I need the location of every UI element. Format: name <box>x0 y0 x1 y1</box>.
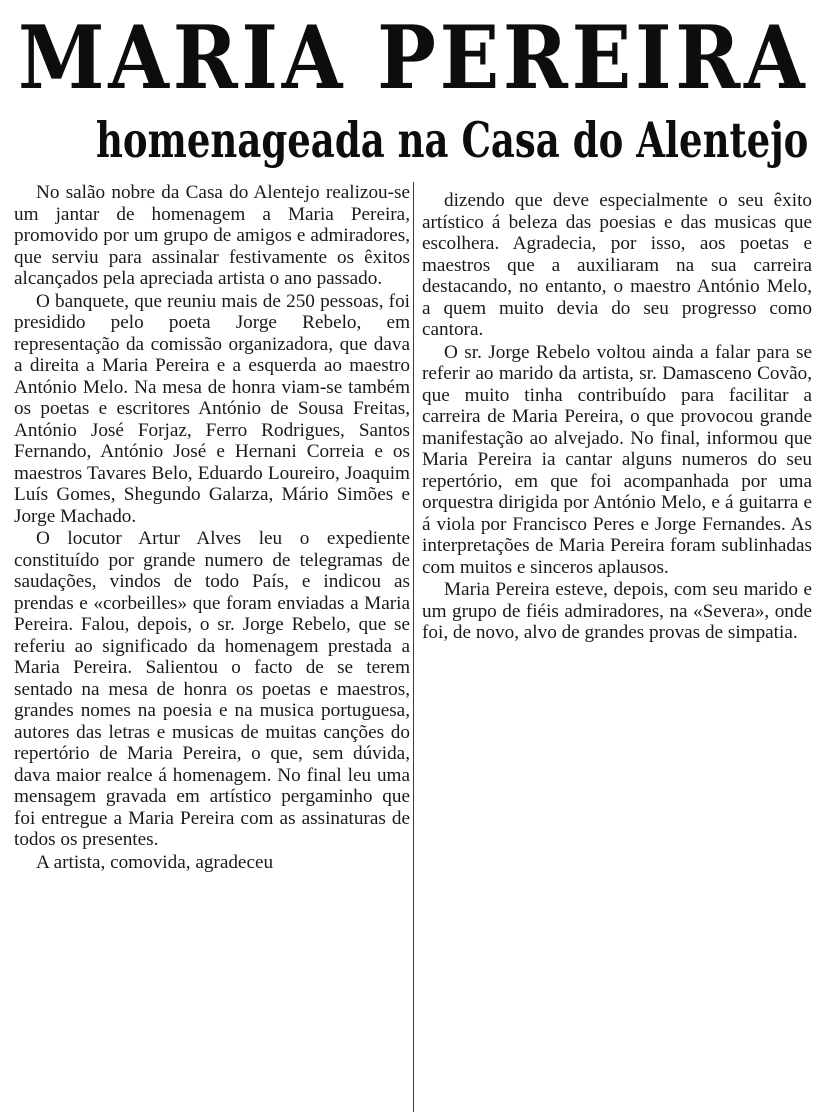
headline: MARIA PEREIRA <box>18 5 809 109</box>
column-divider <box>413 182 414 1112</box>
paragraph: O sr. Jorge Rebelo voltou ainda a falar para se referir ao marido da artista, sr. Damasceno Covão, que muito tinha contribuído para facilitar a carreira de Maria Pereira, o que provocou grande manifestação ao alvejado. No final, informou que Maria Pereira ia cantar alguns numeros do seu repertório, em que foi acompanhada por uma orquestra dirigida por António Melo, e á guitarra e á viola por Francisco Peres e Jorge Fernandes. As interpretações de Maria Pereira foram sublinhadas com muitos e sinceros aplausos. <box>422 341 812 578</box>
left-column <box>14 182 410 874</box>
right-column <box>422 190 812 645</box>
paragraph: A artista, comovida, agradeceu <box>36 851 274 873</box>
paragraph: No salão nobre da Casa do Alentejo realizou-se um jantar de homenagem a Maria Pereira, promovido por um grupo de amigos e admiradores, que serviu para assinalar festivamente os êxitos alcançados pela apreciada artista o ano passado. <box>14 182 410 289</box>
paragraph: Maria Pereira esteve, depois, com seu marido e um grupo de fiéis admiradores, na «Severa», onde foi, de novo, alvo de grandes provas de simpatia. <box>422 579 812 643</box>
subheadline: homenageada na Casa do Alentejo <box>96 111 809 169</box>
paragraph: O banquete, que reuniu mais de 250 pessoas, foi presidido pelo poeta Jorge Rebelo, em representação da comissão organizadora, que dava a direita a Maria Pereira e a esquerda ao maestro António Melo. Na mesa de honra viam-se também os poetas e escritores António de Sousa Freitas, António José Forjaz, Ferro Rodrigues, Santos Fernando, António José e Hernani Correia e os maestros Tavares Belo, Eduardo Loureiro, Joaquim Luís Gomes, Shegundo Galarza, Mário Simões e Jorge Machado. <box>14 290 410 527</box>
paragraph: O locutor Artur Alves leu o expediente constituído por grande numero de telegramas de saudações, vindos de todo País, e indicou as prendas e «corbeilles» que foram enviadas a Maria Pereira. Falou, depois, o sr. Jorge Rebelo, que se referiu ao significado da homenagem prestada a Maria Pereira. Salientou o facto de se terem sentado na mesa de honra os poetas e maestros, grandes nomes na poesia e na musica portuguesa, autores das letras e musicas de muitas canções do repertório de Maria Pereira, o que, sem dúvida, dava maior realce á homenagem. No final leu uma mensagem gravada em artístico pergaminho que foi entregue a Maria Pereira com as assinaturas de todos os presentes. <box>14 528 410 850</box>
paragraph: dizendo que deve especialmente o seu êxito artístico á beleza das poesias e das musicas que escolhera. Agradecia, por isso, aos poetas e maestros que a auxiliaram na sua carreira destacando, no entanto, o maestro António Melo, a quem muito devia do seu progresso como cantora. <box>422 190 812 340</box>
